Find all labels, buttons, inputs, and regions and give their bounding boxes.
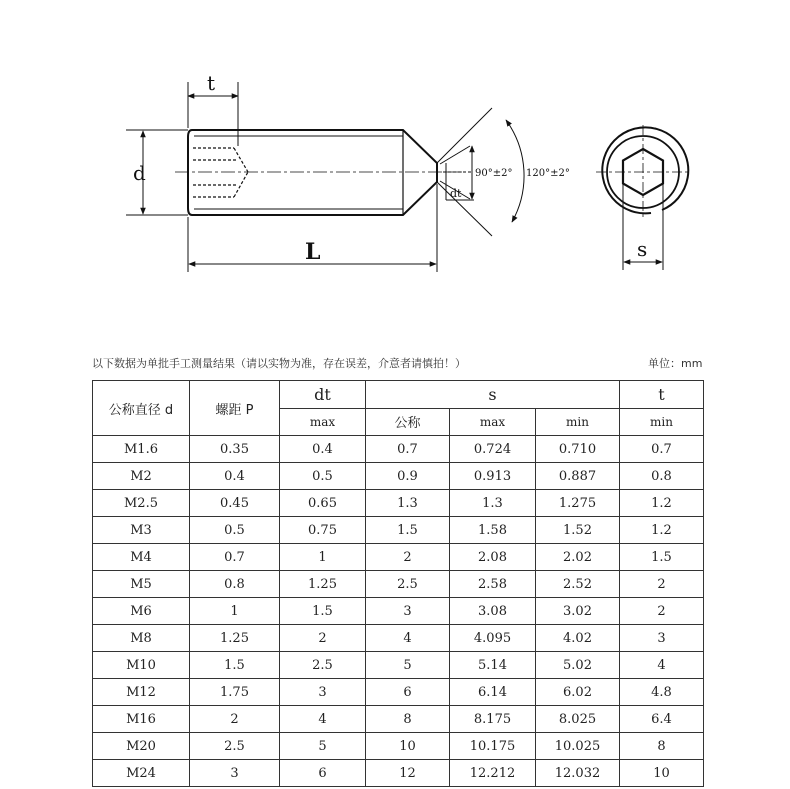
table-row [93,598,704,625]
table-row [93,571,704,598]
cell-pitch: 1.75 [190,679,280,706]
header-s-min: min [536,408,620,436]
cell-s-max: 6.14 [450,679,536,706]
cell-s-max: 2.08 [450,544,536,571]
cell-diameter: M5 [93,571,190,598]
cell-diameter: M2 [93,463,190,490]
cell-pitch: 2 [190,706,280,733]
cell-s-nominal: 12 [366,760,450,787]
header-pitch: 螺距 P [190,381,280,436]
cell-pitch: 1 [190,598,280,625]
label-angle-120: 120°±2° [526,168,570,179]
table-row [93,490,704,517]
cell-s-nominal: 5 [366,652,450,679]
cell-dt-max: 1 [280,544,366,571]
table-row [93,544,704,571]
cell-dt-max: 1.5 [280,598,366,625]
cell-s-max: 10.175 [450,733,536,760]
spec-table [92,380,704,787]
header-s-nominal: 公称 [366,408,450,436]
header-t: t [620,381,704,409]
cell-s-min: 6.02 [536,679,620,706]
unit-label: 单位：mm [648,357,703,370]
cell-pitch: 0.5 [190,517,280,544]
cell-t-min: 3 [620,625,704,652]
table-row [93,463,704,490]
cell-s-max: 5.14 [450,652,536,679]
cell-s-max: 4.095 [450,625,536,652]
screw-end-view [596,125,690,219]
cell-s-min: 12.032 [536,760,620,787]
cell-dt-max: 1.25 [280,571,366,598]
cell-diameter: M3 [93,517,190,544]
cell-s-max: 1.58 [450,517,536,544]
cell-t-min: 4.8 [620,679,704,706]
cell-dt-max: 5 [280,733,366,760]
measurement-note: 以下数据为单批手工测量结果（请以实物为准，存在误差，介意者请慎拍！） [92,357,466,370]
table-row [93,517,704,544]
cell-s-max: 1.3 [450,490,536,517]
cell-s-nominal: 8 [366,706,450,733]
cell-s-nominal: 1.3 [366,490,450,517]
cell-t-min: 1.2 [620,490,704,517]
cell-s-max: 8.175 [450,706,536,733]
cell-t-min: 1.5 [620,544,704,571]
cell-t-min: 4 [620,652,704,679]
label-s: s [637,237,648,261]
cell-s-min: 4.02 [536,625,620,652]
label-t: t [207,71,216,95]
label-d: d [133,161,146,185]
cell-pitch: 2.5 [190,733,280,760]
cell-s-nominal: 1.5 [366,517,450,544]
cell-s-min: 1.52 [536,517,620,544]
screw-side-view [175,130,462,215]
cell-diameter: M10 [93,652,190,679]
cell-t-min: 10 [620,760,704,787]
cell-pitch: 0.8 [190,571,280,598]
cell-dt-max: 2 [280,625,366,652]
cell-diameter: M16 [93,706,190,733]
cell-s-min: 3.02 [536,598,620,625]
cell-s-min: 10.025 [536,733,620,760]
label-dt: dt [450,187,462,200]
cell-diameter: M8 [93,625,190,652]
cell-s-min: 2.02 [536,544,620,571]
cell-diameter: M12 [93,679,190,706]
header-s-max: max [450,408,536,436]
header-dt-max: max [280,408,366,436]
cell-s-nominal: 2.5 [366,571,450,598]
cell-s-min: 5.02 [536,652,620,679]
cell-diameter: M4 [93,544,190,571]
table-row [93,436,704,463]
label-L: L [305,239,321,265]
label-angle-90: 90°±2° [475,168,513,179]
set-screw-drawing [0,0,790,300]
cell-pitch: 0.7 [190,544,280,571]
cell-s-max: 12.212 [450,760,536,787]
table-row [93,706,704,733]
cell-s-max: 0.913 [450,463,536,490]
table-row [93,760,704,787]
cell-dt-max: 2.5 [280,652,366,679]
cell-diameter: M1.6 [93,436,190,463]
header-diameter: 公称直径 d [93,381,190,436]
cell-t-min: 2 [620,598,704,625]
cell-s-min: 0.887 [536,463,620,490]
cell-diameter: M24 [93,760,190,787]
cell-diameter: M6 [93,598,190,625]
cell-s-min: 2.52 [536,571,620,598]
cell-diameter: M20 [93,733,190,760]
table-row [93,679,704,706]
cell-t-min: 6.4 [620,706,704,733]
header-t-min: min [620,408,704,436]
cell-t-min: 2 [620,571,704,598]
cell-t-min: 8 [620,733,704,760]
cell-dt-max: 3 [280,679,366,706]
spec-table-body [93,436,704,787]
header-dt: dt [280,381,366,409]
cell-dt-max: 6 [280,760,366,787]
cell-s-min: 1.275 [536,490,620,517]
cell-pitch: 3 [190,760,280,787]
cell-s-nominal: 0.9 [366,463,450,490]
cell-t-min: 0.8 [620,463,704,490]
cell-s-max: 0.724 [450,436,536,463]
cell-pitch: 0.4 [190,463,280,490]
cell-s-min: 0.710 [536,436,620,463]
cell-s-nominal: 10 [366,733,450,760]
cell-dt-max: 0.65 [280,490,366,517]
cell-dt-max: 4 [280,706,366,733]
cell-dt-max: 0.4 [280,436,366,463]
cell-pitch: 1.25 [190,625,280,652]
table-row [93,625,704,652]
table-row [93,652,704,679]
cell-s-max: 2.58 [450,571,536,598]
cell-s-nominal: 6 [366,679,450,706]
cell-s-nominal: 3 [366,598,450,625]
table-row [93,733,704,760]
cell-pitch: 1.5 [190,652,280,679]
header-s: s [366,381,620,409]
cell-t-min: 0.7 [620,436,704,463]
cell-s-nominal: 0.7 [366,436,450,463]
cell-s-min: 8.025 [536,706,620,733]
cell-t-min: 1.2 [620,517,704,544]
cell-s-max: 3.08 [450,598,536,625]
cell-dt-max: 0.75 [280,517,366,544]
cell-pitch: 0.45 [190,490,280,517]
cell-dt-max: 0.5 [280,463,366,490]
cell-diameter: M2.5 [93,490,190,517]
cell-pitch: 0.35 [190,436,280,463]
cell-s-nominal: 4 [366,625,450,652]
cell-s-nominal: 2 [366,544,450,571]
